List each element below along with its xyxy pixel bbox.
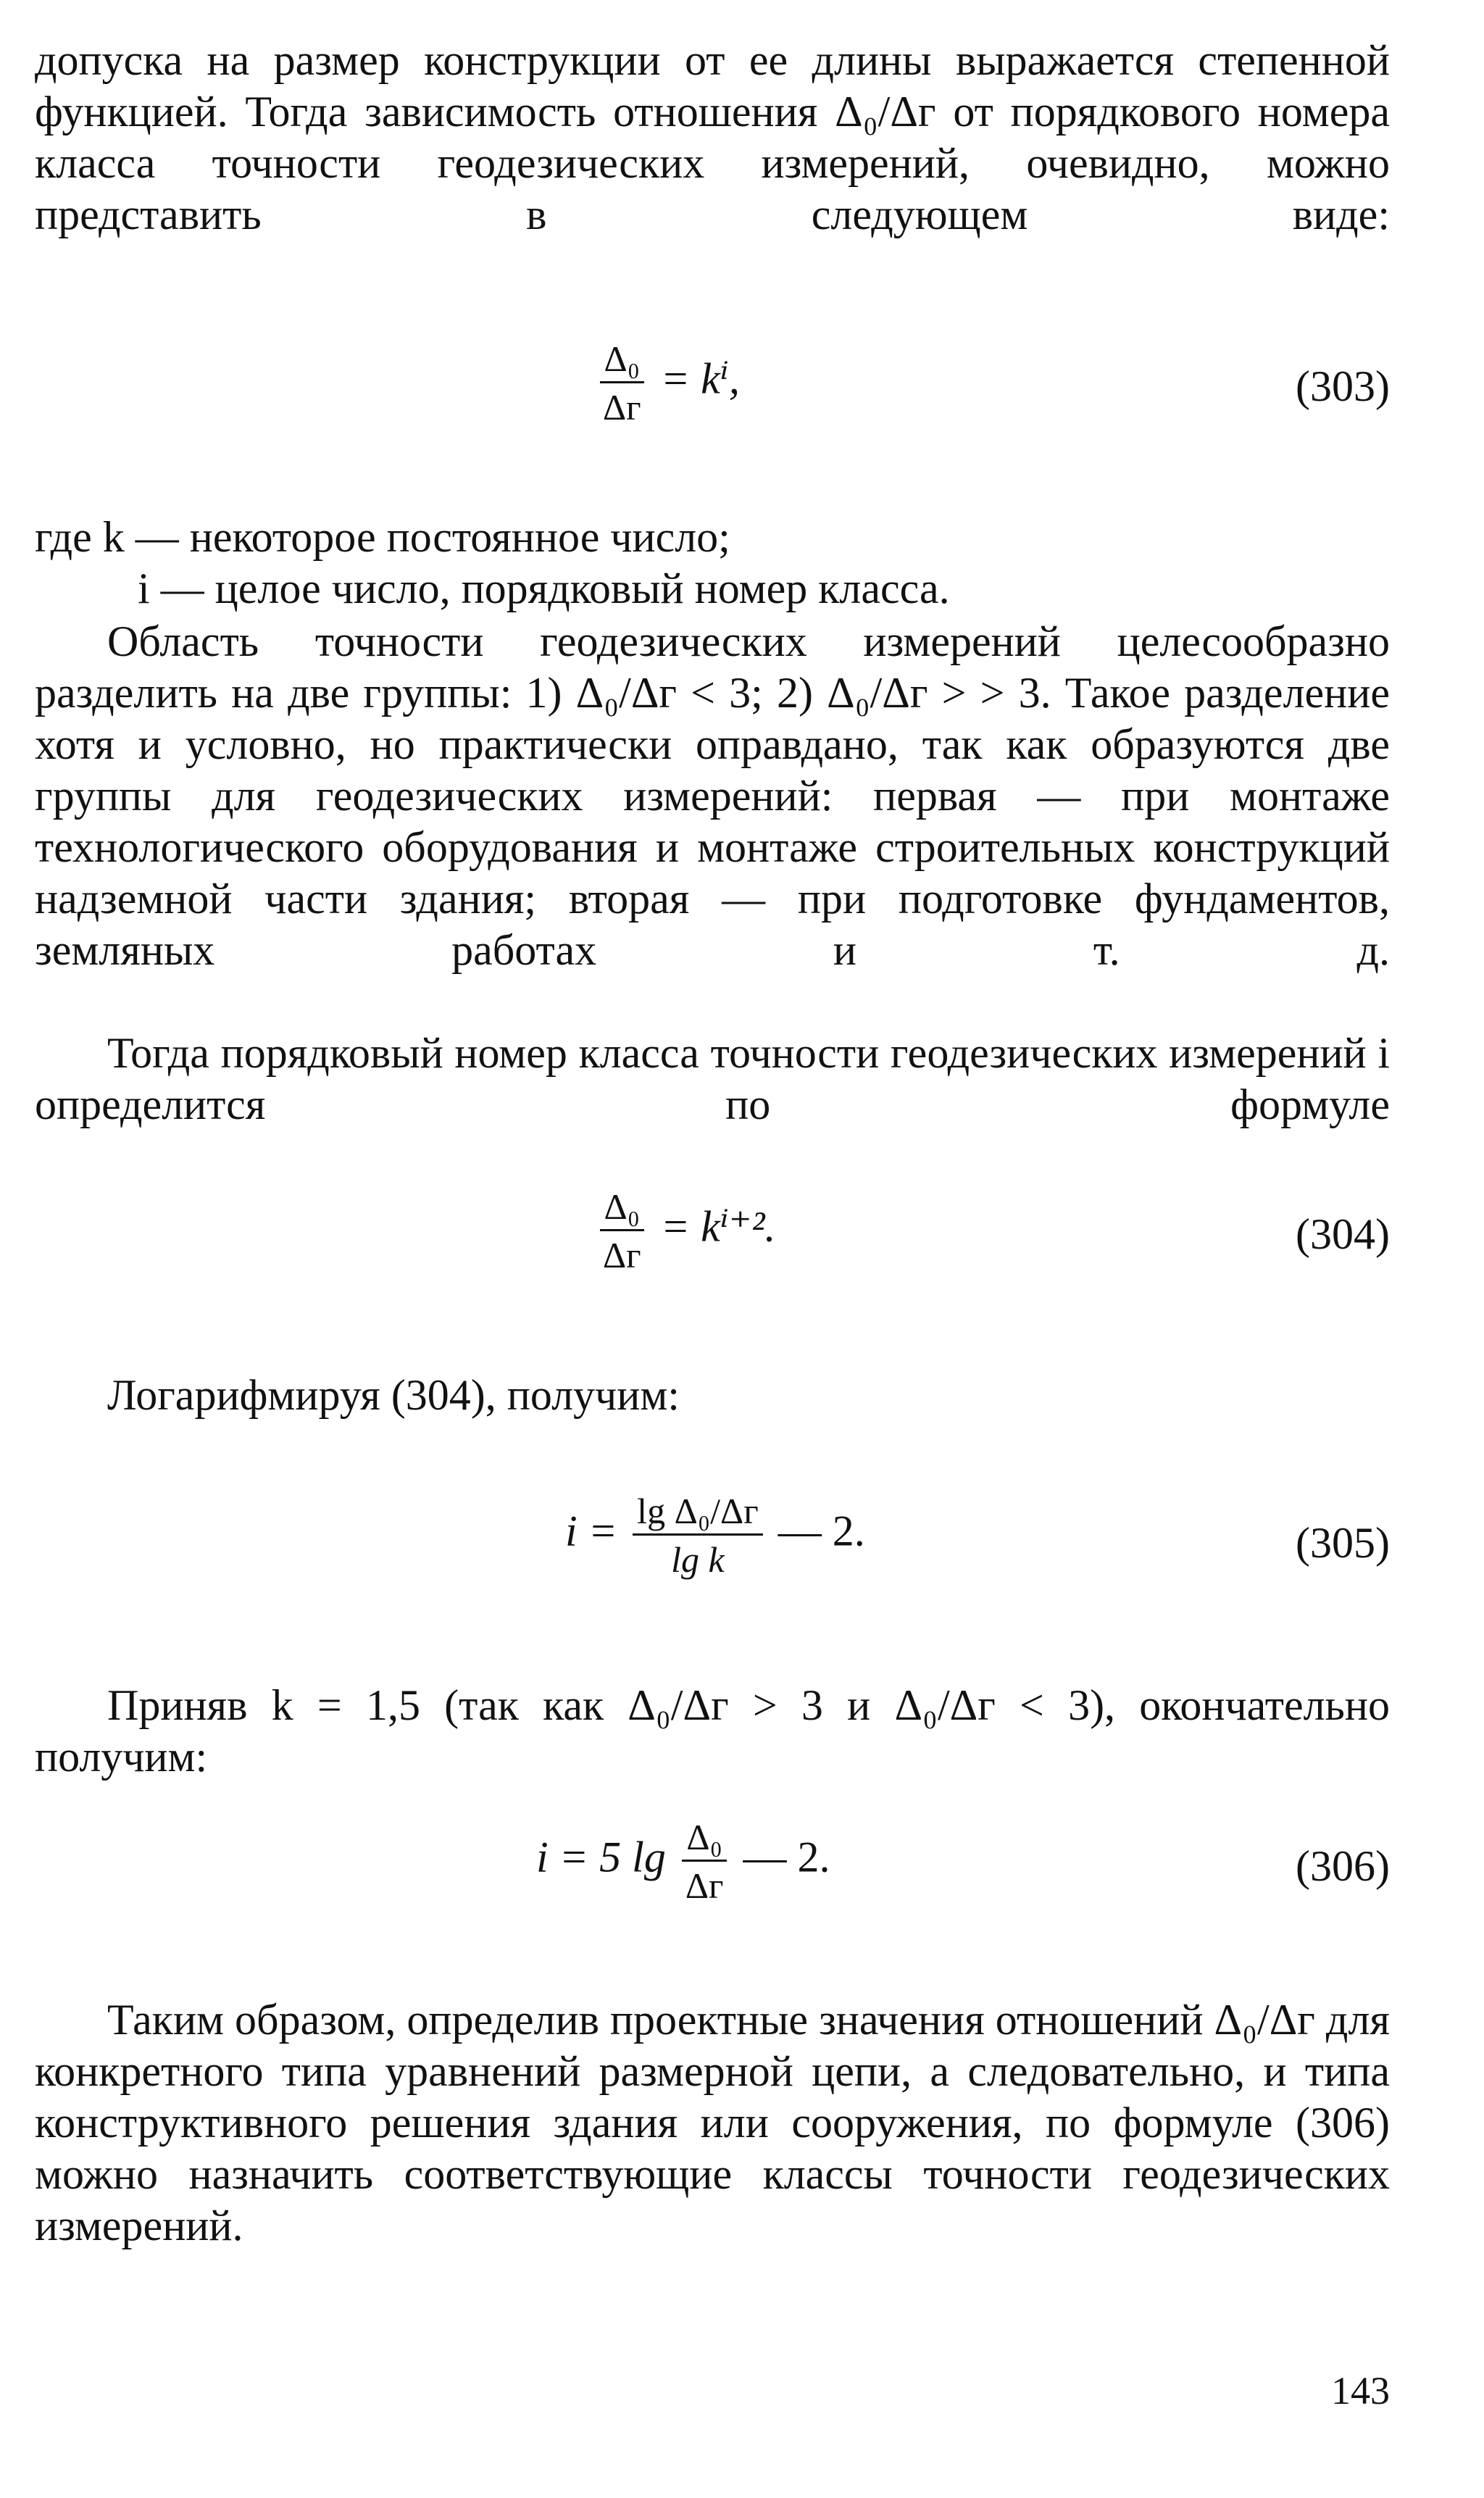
equation-rhs: — 2. bbox=[778, 1507, 865, 1555]
paragraph-final: Приняв k = 1,5 (так как Δ₀/Δг > 3 и Δ₀/Δг < 3), окончательно получим: bbox=[35, 1681, 1390, 1781]
equation-number-303: (303) bbox=[1296, 362, 1390, 410]
denominator: Δг bbox=[685, 1865, 724, 1906]
equation-lhs: i = 5 lg bbox=[536, 1833, 666, 1881]
paragraph-groups: Область точности геодезических измерений целесообразно разделить на две группы: 1) Δ₀/Δг < 3; 2) Δ₀/Δг > > 3. Такое разделение хотя и условно, но практически оправдано, так как образуются две группы для геодезических измерений: первая — при монтаже технологического оборудования и монтаже строительных конструкций надземной части здания; вторая — при подготовке фундаментов, земляных работах и т. д. bbox=[35, 617, 1390, 974]
numerator: Δ₀ bbox=[682, 1819, 727, 1862]
equation-number-305: (305) bbox=[1296, 1519, 1390, 1567]
numerator: Δ₀ bbox=[600, 341, 645, 383]
fraction bbox=[599, 338, 646, 428]
denominator: Δг bbox=[603, 1235, 641, 1275]
fraction bbox=[633, 1493, 763, 1578]
equation-306 bbox=[536, 1819, 830, 1904]
numerator: lg Δ₀/Δг bbox=[633, 1493, 763, 1536]
equation-304 bbox=[594, 1188, 776, 1273]
equation-rhs: — 2. bbox=[743, 1833, 830, 1881]
denominator: lg k bbox=[671, 1539, 725, 1580]
paragraph-conclusion: Таким образом, определив проектные значения отношений Δ₀/Δг для конкретного типа уравнений размерной цепи, а следовательно, и типа конструктивного решения здания или сооружения, по формуле (306) можно назначить соответствующие классы точности геодезических измерений. bbox=[35, 1996, 1390, 2249]
equation-rhs: = kⁱ⁺². bbox=[660, 1202, 776, 1251]
equation-305 bbox=[565, 1493, 865, 1578]
page-number: 143 bbox=[1331, 2369, 1390, 2412]
equation-number-304: (304) bbox=[1296, 1210, 1390, 1258]
equation-303 bbox=[594, 338, 740, 428]
definition-i: i — целое число, порядковый номер класса. bbox=[138, 565, 950, 612]
equation-lhs: i = bbox=[565, 1507, 618, 1555]
equation-number-306: (306) bbox=[1296, 1842, 1390, 1890]
denominator: Δг bbox=[603, 387, 641, 428]
fraction bbox=[599, 1188, 646, 1273]
definition-k: где k — некоторое постоянное число; bbox=[35, 513, 730, 561]
paragraph-intro: допуска на размер конструкции от ее длины выражается степенной функцией. Тогда зависимость отношения Δ₀/Δг от порядкового номера класса точности геодезических измерений, очевидно, можно представить в следующем виде: bbox=[35, 36, 1390, 238]
fraction bbox=[681, 1819, 728, 1904]
paragraph-logarithm: Логарифмируя (304), получим: bbox=[107, 1371, 680, 1419]
equation-rhs: = kⁱ, bbox=[660, 354, 740, 403]
paragraph-class-number: Тогда порядковый номер класса точности геодезических измерений i определится по формуле bbox=[35, 1029, 1390, 1128]
numerator: Δ₀ bbox=[600, 1188, 645, 1231]
